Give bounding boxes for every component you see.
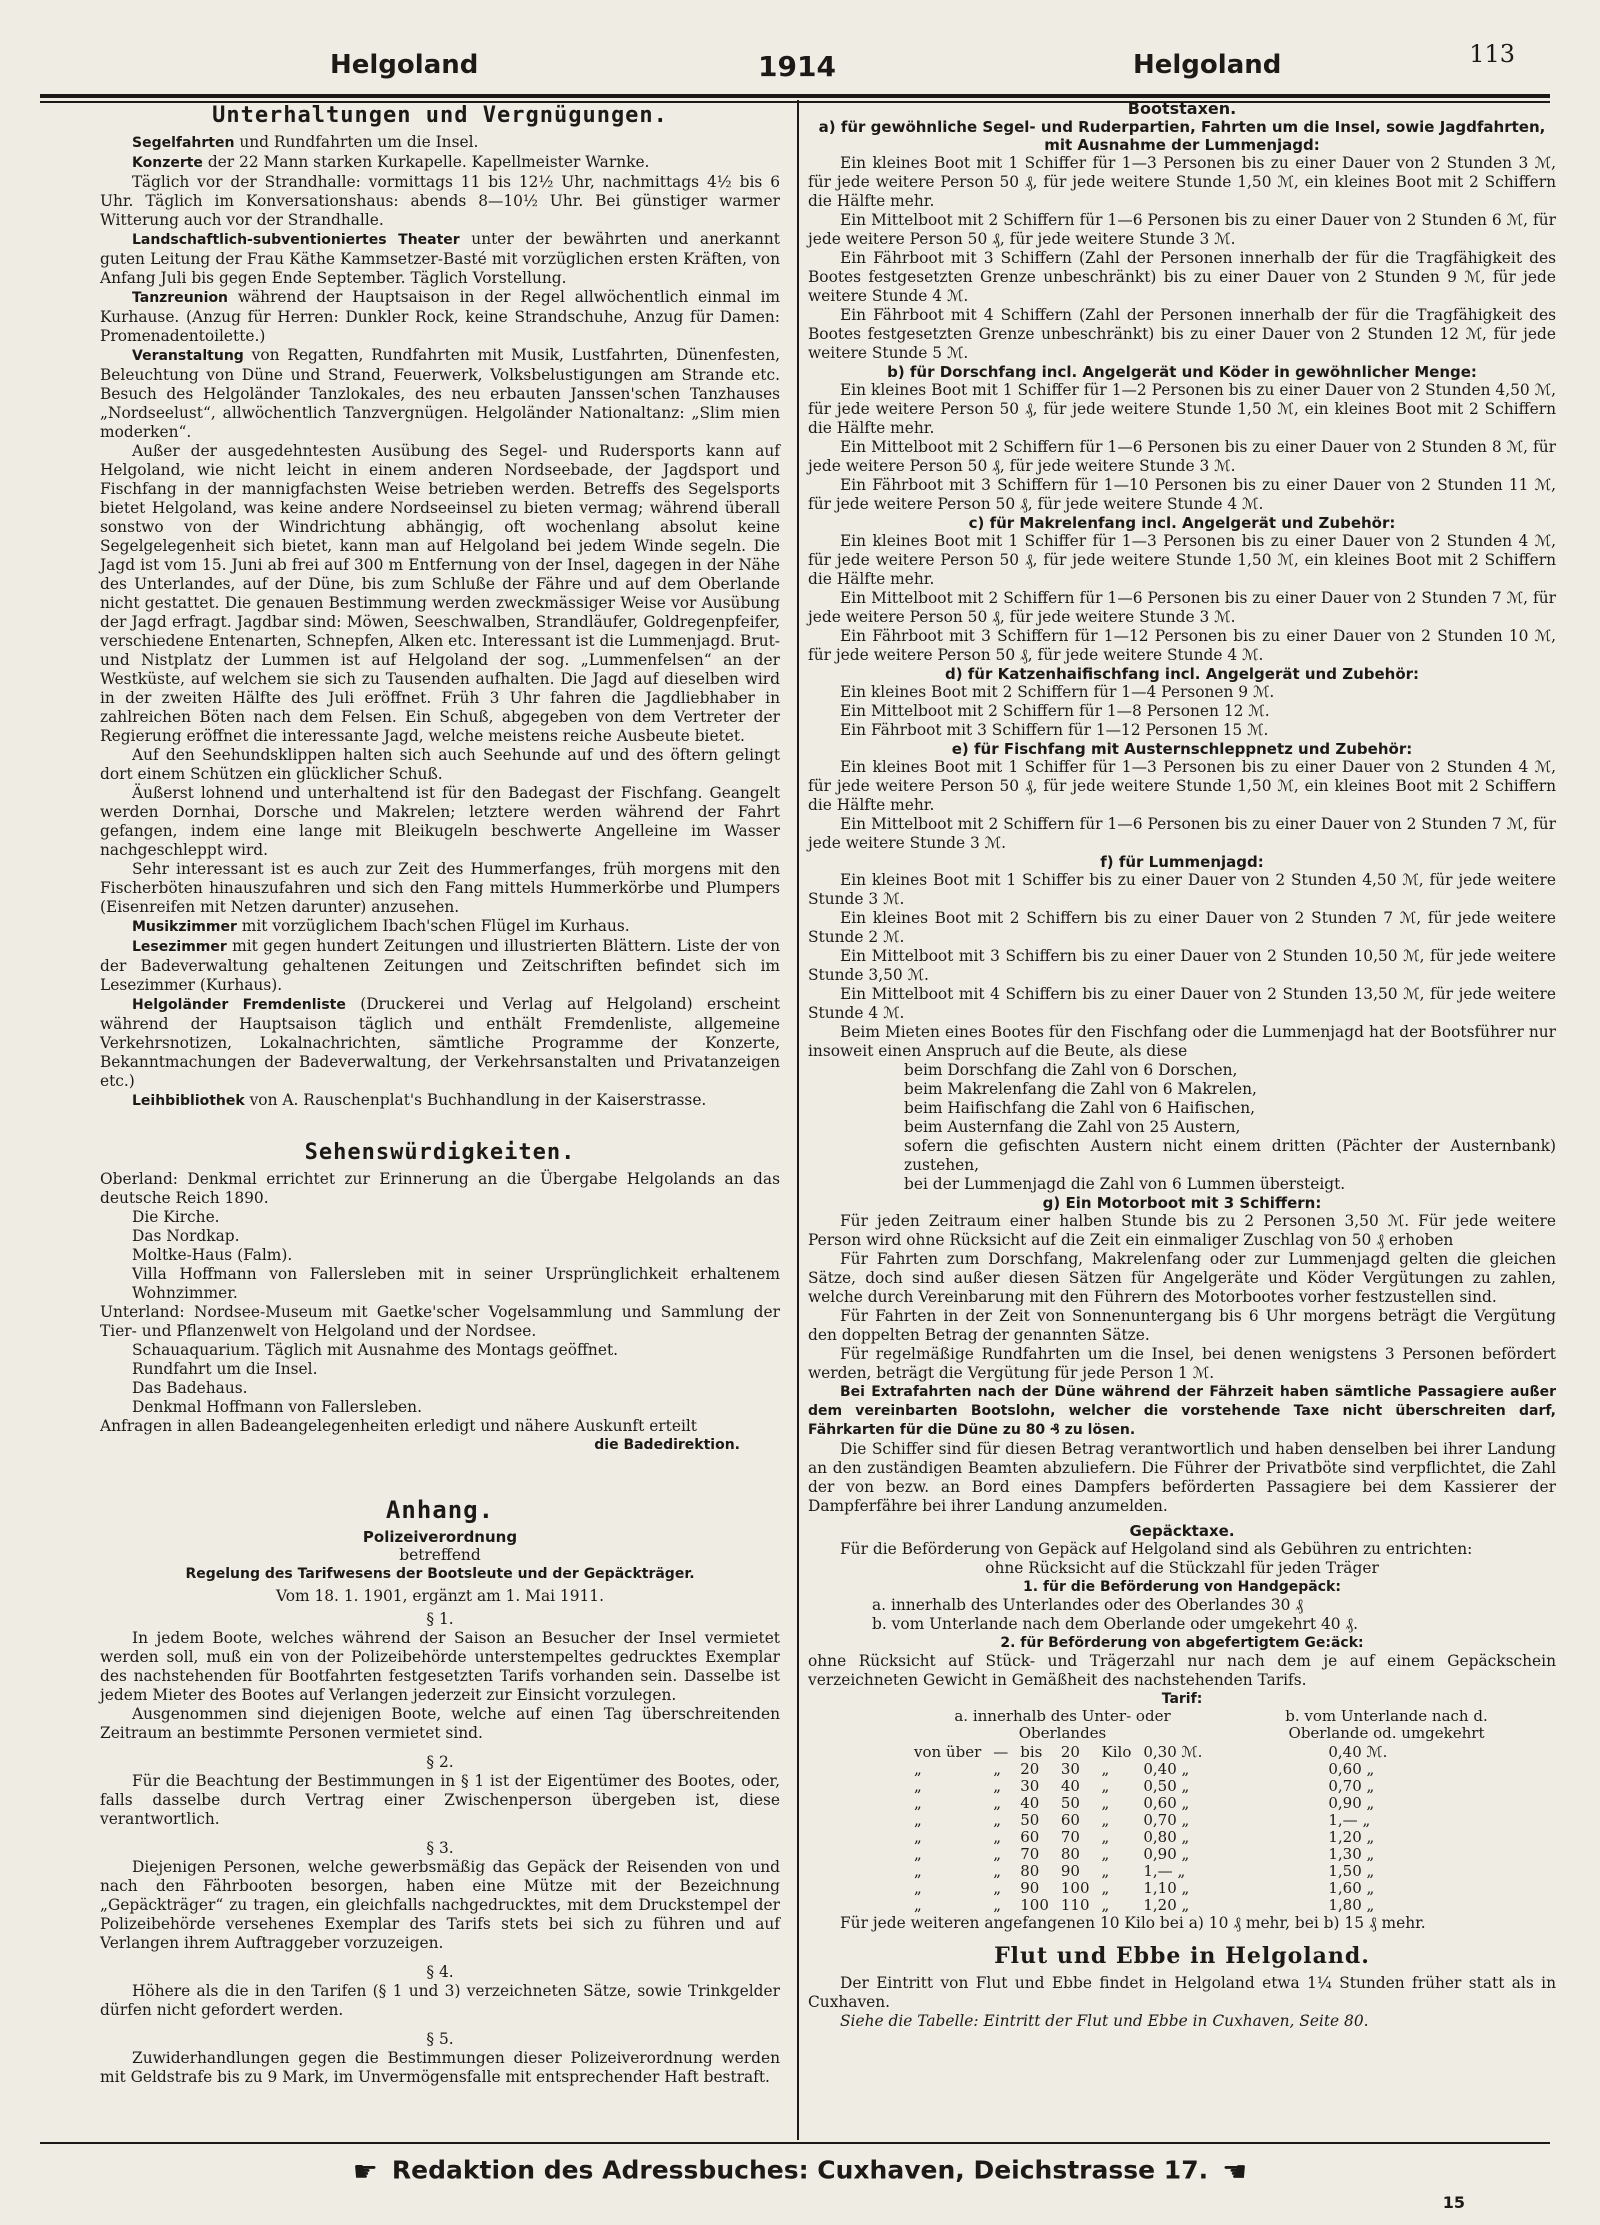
right-column [808, 100, 1556, 2031]
polizeiverordnung-title: Polizeiverordnung [362, 1528, 518, 1546]
tax-paragraph: Ein kleines Boot mit 1 Schiffer für 1—3 Personen bis zu einer Dauer von 2 Stunden 4 ℳ, für jede weitere Person 50 ₰, für jede weitere Stunde 1,50 ℳ, ein kleines Boot mit 2 Schiffern die Hälfte mehr. [808, 532, 1556, 588]
tarif-cell: 60 [1060, 1811, 1080, 1829]
unterhaltung-text: Äußerst lohnend und unterhaltend ist für den Badegast der Fischfang. Geangelt werden Dornhai, Dorsche und Makrelen; letztere werden während der Fahrt gefangen, indem eine lange mit Bleikugeln beschwerte Angelleine im Wasser nachgeschleppt wird. [100, 784, 780, 859]
tarif-cell: 0,90 „ [1143, 1845, 1190, 1863]
tarif-col-b: b. vom Unterlande nach d. Oberlande od. umgekehrt [1285, 1707, 1488, 1742]
unterhaltung-paragraph [100, 860, 780, 917]
betreffend-label: betreffend [399, 1546, 481, 1564]
anhang-sections [100, 1610, 780, 2097]
tarif-cell: „ [1101, 1794, 1110, 1812]
footer-text: Redaktion des Adressbuches: Cuxhaven, Deichstrasse 17. [391, 2155, 1209, 2185]
tarif-cell: 0,40 „ [1143, 1760, 1190, 1778]
tarif-row [908, 1897, 1393, 1914]
tarif-cell: 110 [1060, 1896, 1090, 1914]
tarif-cell: 80 [1060, 1845, 1080, 1863]
unterhaltung-paragraph [100, 153, 780, 173]
tarif-cell: „ [993, 1811, 1002, 1829]
tarif-cell: „ [1101, 1879, 1110, 1897]
pointing-hand-icon: ☛ [352, 2155, 378, 2188]
tarif-cell: Kilo [1101, 1743, 1132, 1761]
tax-paragraph: Ein Mittelboot mit 2 Schiffern für 1—6 Personen bis zu einer Dauer von 2 Stunden 8 ℳ, für jede weitere Person 50 ₰, für jede weitere Stunde 3 ℳ. [808, 438, 1556, 475]
tarif-cell: 1,30 „ [1328, 1845, 1375, 1863]
tarif-col-a: a. innerhalb des Unter- oder Oberlandes [954, 1707, 1171, 1742]
unterhaltung-paragraph [100, 746, 780, 784]
tarif-cell: „ [993, 1896, 1002, 1914]
schiffer-paragraph: Die Schiffer sind für diesen Betrag verantwortlich und haben denselben bei ihrer Landung an den zuständigen Beamten abzuliefern. Die Führer der Privatböte sind verpflichtet, die Zahl der von bezw. an Bord eines Dampfers beförderten Passagiere bei dem Kassierer der Dampferfähre bei ihrer Landung anzumelden. [808, 1440, 1556, 1515]
section-f-title: f) für Lummenjagd: [1100, 853, 1264, 871]
section-f-list [808, 1061, 1556, 1194]
badedirektion-signature: die Badedirektion. [594, 1437, 740, 1453]
tarif-row [908, 1778, 1393, 1795]
flut-ebbe-reference: Siehe die Tabelle: Eintritt der Flut und Ebbe in Cuxhaven, Seite 80. [840, 2012, 1369, 2030]
tarif-cell: 1,20 „ [1328, 1828, 1375, 1846]
tax-paragraph: Ein Fährboot mit 3 Schiffern für 1—12 Personen bis zu einer Dauer von 2 Stunden 10 ℳ, für jede weitere Person 50 ₰, für jede weitere Stunde 4 ℳ. [808, 627, 1556, 664]
tax-paragraph: sofern die gefischten Austern nicht einem dritten (Pächter der Austernbank) zustehen, [904, 1137, 1556, 1174]
unterhaltung-paragraph [100, 133, 780, 153]
sehenswuerdigkeit-item: Das Nordkap. [132, 1227, 240, 1245]
tarif-row [908, 1863, 1393, 1880]
unterhaltung-paragraph [100, 784, 780, 860]
anhang-title: Anhang. [385, 1496, 495, 1524]
tarif-row [908, 1744, 1393, 1761]
tarif-cell: „ [914, 1845, 922, 1863]
unterhaltung-paragraph [100, 173, 780, 230]
tarif-title: Tarif: [1161, 1691, 1203, 1707]
abgefertigt-text: ohne Rücksicht auf Stück- und Trägerzahl nur nach dem je auf einem Gepäckschein verzeichneten Gewicht in Gemäßheit des nachstehenden Tarifs. [808, 1652, 1556, 1689]
tax-paragraph: Für Fahrten in der Zeit von Sonnenuntergang bis 6 Uhr morgens beträgt die Vergütung den doppelten Betrag der genannten Sätze. [808, 1307, 1556, 1344]
section-e-title: e) für Fischfang mit Austernschleppnetz und Zubehör: [951, 740, 1413, 758]
tarif-cell: „ [993, 1760, 1002, 1778]
paragraph-text: Diejenigen Personen, welche gewerbsmäßig das Gepäck der Reisenden von und nach den Fährbooten besorgen, haben eine Mütze mit der Bezeichnung „Gepäckträger“ zu tragen, ein gleichfalls nachgedrucktes, mit dem Druckstempel der Polizeibehörde versehenes Exemplar des Tarifs stets bei sich zu führen und auf Verlangen ihrem Auftraggeber vorzuzeigen. [100, 1858, 780, 1952]
unterhaltung-paragraph [100, 1091, 780, 1111]
unterhaltungen-title: Unterhaltungen und Vergnügungen. [212, 103, 668, 128]
tax-paragraph: Ein Mittelboot mit 3 Schiffern bis zu einer Dauer von 2 Stunden 10,50 ℳ, für jede weitere Stunde 3,50 ℳ. [808, 947, 1556, 984]
tax-paragraph: Ein Mittelboot mit 2 Schiffern für 1—6 Personen bis zu einer Dauer von 2 Stunden 7 ℳ, für jede weitere Person 50 ₰, für jede weitere Stunde 3 ℳ. [808, 589, 1556, 626]
tarif-cell: 80 [1020, 1862, 1040, 1880]
tarif-cell: 70 [1020, 1845, 1040, 1863]
paragraph-number: § 5. [426, 2030, 454, 2048]
tax-paragraph: Ein kleines Boot mit 1 Schiffer bis zu einer Dauer von 2 Stunden 4,50 ℳ, für jede weitere Stunde 3 ℳ. [808, 871, 1556, 908]
tarif-cell: „ [993, 1828, 1002, 1846]
tarif-cell: 90 [1060, 1862, 1080, 1880]
gepaecktaxe-title: Gepäcktaxe. [1129, 1522, 1235, 1540]
paragraph-number: § 1. [426, 1610, 454, 1628]
tarif-cell: 0,60 „ [1143, 1794, 1190, 1812]
header-year: 1914 [758, 50, 836, 83]
section-b-text [808, 381, 1556, 514]
sehenswuerdigkeit-item: Villa Hoffmann von Fallersleben mit in seiner Ursprünglichkeit erhaltenem Wohnzimmer. [132, 1265, 780, 1302]
sehenswuerdigkeit-item: Anfragen in allen Badeangelegenheiten erledigt und nähere Auskunft erteilt [100, 1417, 697, 1435]
tarif-cell: „ [1101, 1845, 1110, 1863]
tarif-cell: 1,50 „ [1328, 1862, 1375, 1880]
tarif-cell: 1,— „ [1328, 1811, 1371, 1829]
paragraph-number: § 2. [426, 1753, 454, 1771]
tarif-cell: „ [1101, 1811, 1110, 1829]
section-d-title: d) für Katzenhaifischfang incl. Angelgerät und Zubehör: [944, 665, 1420, 683]
flut-ebbe-text: Der Eintritt von Flut und Ebbe findet in Helgoland etwa 1¼ Stunden früher statt als in Cuxhaven. [808, 1974, 1556, 2011]
tarif-cell: „ [993, 1777, 1002, 1795]
tarif-cell: 1,60 „ [1328, 1879, 1375, 1897]
tax-paragraph: Für regelmäßige Rundfahrten um die Insel, bei denen wenigstens 3 Personen befördert werden, beträgt die Vergütung für jede Person 1 ℳ. [808, 1345, 1556, 1382]
unterhaltung-heading: Helgoländer Fremdenliste [132, 997, 346, 1013]
unterhaltung-heading: Tanzreunion [132, 290, 229, 306]
unterhaltung-paragraph [100, 346, 780, 442]
tarif-cell: „ [993, 1794, 1002, 1812]
tarif-final: Für jede weiteren angefangenen 10 Kilo bei a) 10 ₰ mehr, bei b) 15 ₰ mehr. [840, 1914, 1426, 1932]
tarif-cell: 0,90 „ [1328, 1794, 1375, 1812]
sehenswuerdigkeit-item: Die Kirche. [132, 1208, 220, 1226]
tarif-cell: „ [914, 1862, 922, 1880]
footer-page-number: 15 [1442, 2193, 1465, 2212]
unterhaltung-heading: Lesezimmer [132, 939, 227, 955]
unterhaltung-paragraph [100, 917, 780, 937]
tarif-column-headers [808, 1708, 1556, 1742]
tarif-row [908, 1812, 1393, 1829]
unterhaltung-paragraph [100, 442, 780, 746]
tax-paragraph: Ein Mittelboot mit 2 Schiffern für 1—6 Personen bis zu einer Dauer von 2 Stunden 6 ℳ, für jede weitere Person 50 ₰, für jede weitere Stunde 3 ℳ. [808, 211, 1556, 248]
section-b-title: b) für Dorschfang incl. Angelgerät und Köder in gewöhnlicher Menge: [887, 363, 1477, 381]
tarif-cell: 20 [1020, 1760, 1040, 1778]
tarif-cell: „ [993, 1879, 1002, 1897]
tarif-cell: 30 [1060, 1760, 1080, 1778]
handgepaeck-b: b. vom Unterlande nach dem Oberlande oder umgekehrt 40 ₰. [872, 1615, 1359, 1633]
tax-paragraph: beim Haifischfang die Zahl von 6 Haifischen, [904, 1099, 1256, 1117]
unterhaltung-heading: Konzerte [132, 155, 203, 171]
tarif-cell: „ [1101, 1777, 1110, 1795]
tax-paragraph: Ein kleines Boot mit 1 Schiffer für 1—3 Personen bis zu einer Dauer von 2 Stunden 3 ℳ, für jede weitere Person 50 ₰, für jede weitere Stunde 1,50 ℳ, ein kleines Boot mit 2 Schiffern die Hälfte mehr. [808, 154, 1556, 210]
unterhaltung-text: (Druckerei und Verlag auf Helgoland) erscheint während der Hauptsaison täglich und enthält Fremdenliste, allgemeine Verkehrsnotizen, Lokalnachrichten, sämtliche Programme der Konzerte, Bekanntmachungen der Badeverwaltung, der Verkehrsanstalten und Privatanzeigen etc.) [100, 995, 780, 1090]
unterhaltung-text: von A. Rauschenplat's Buchhandlung in der Kaiserstrasse. [244, 1091, 707, 1109]
unterhaltung-text: während der Hauptsaison in der Regel allwöchentlich einmal im Kurhause. (Anzug für Herren: Dunkler Rock, keine Strandschuhe, Anzug für Damen: Promenadentoilette.) [100, 288, 780, 345]
footer-rule [40, 2142, 1550, 2144]
tax-paragraph: bei der Lummenjagd die Zahl von 6 Lummen übersteigt. [904, 1175, 1346, 1193]
extrafahrten-notice: Bei Extrafahrten nach der Düne während der Fährzeit haben sämtliche Passagiere außer dem vereinbarten Bootslohn, welcher die vorstehende Taxe nicht überschreiten darf, Fährkarten für die Düne zu 80 ₰ zu lösen. [808, 1384, 1556, 1438]
paragraph-text: Zuwiderhandlungen gegen die Bestimmungen dieser Polizeiverordnung werden mit Geldstrafe bis zu 9 Mark, im Unvermögensfalle mit entsprechender Haft bestraft. [100, 2049, 780, 2086]
header-rule [40, 94, 1550, 98]
tarif-cell: „ [993, 1845, 1002, 1863]
section-g-text [808, 1212, 1556, 1383]
tax-paragraph: Ein Mittelboot mit 4 Schiffern bis zu einer Dauer von 2 Stunden 13,50 ℳ, für jede weitere Stunde 4 ℳ. [808, 985, 1556, 1022]
tax-paragraph: beim Austernfang die Zahl von 25 Austern, [904, 1118, 1241, 1136]
header-page-number: 113 [1469, 40, 1515, 68]
unterhaltung-text: der 22 Mann starken Kurkapelle. Kapellmeister Warnke. [202, 153, 650, 171]
tarif-cell: „ [1101, 1760, 1110, 1778]
unterhaltungen-section [100, 133, 780, 1111]
section-d-text [808, 683, 1556, 740]
tarif-cell: 40 [1020, 1794, 1040, 1812]
unterhaltung-text: Sehr interessant ist es auch zur Zeit des Hummerfanges, früh morgens mit den Fischerböten hinauszufahren und sich den Fang mittels Hummerkörbe und Plumpers (Eisenreifen mit Netzen darunter) anzusehen. [100, 860, 780, 916]
tarif-cell: „ [1101, 1862, 1110, 1880]
tarif-row [908, 1846, 1393, 1863]
tarif-cell: 100 [1020, 1896, 1049, 1914]
tax-paragraph: Für jeden Zeitraum einer halben Stunde bis zu 2 Personen 3,50 ℳ. Für jede weitere Person wird ohne Rücksicht auf die Zeit ein einmaliger Zuschlag von 50 ₰ erhoben [808, 1212, 1556, 1249]
left-column [100, 100, 780, 2097]
sehenswuerdigkeit-item: Moltke-Haus (Falm). [132, 1246, 293, 1264]
tax-paragraph: Ein Fährboot mit 4 Schiffern (Zahl der Personen innerhalb der für die Tragfähigkeit des Bootes festgesetzten Grenze unbeschränkt) bis zu einer Dauer von 2 Stunden 12 ℳ, für jede weitere Stunde 5 ℳ. [808, 306, 1556, 362]
tax-paragraph: Ein Fährboot mit 3 Schiffern (Zahl der Personen innerhalb der für die Tragfähigkeit des Bootes festgesetzten Grenze unbeschränkt) bis zu einer Dauer von 2 Stunden 9 ℳ, für jede weitere Stunde 4 ℳ. [808, 249, 1556, 305]
section-c-title: c) für Makrelenfang incl. Angelgerät und Zubehör: [968, 514, 1396, 532]
tax-paragraph: Ein Fährboot mit 3 Schiffern für 1—12 Personen 15 ℳ. [840, 721, 1269, 739]
tarif-cell: „ [914, 1777, 922, 1795]
tarif-row [908, 1761, 1393, 1778]
tax-paragraph: beim Dorschfang die Zahl von 6 Dorschen, [904, 1061, 1238, 1079]
tarif-cell: 100 [1060, 1879, 1090, 1897]
regelung-title: Regelung des Tarifwesens der Bootsleute und der Gepäckträger. [185, 1566, 695, 1582]
section-a-title: a) für gewöhnliche Segel- und Ruderpartien, Fahrten um die Insel, sowie Jagdfahrten, mit Ausnahme der Lummenjagd: [818, 118, 1546, 154]
tarif-cell: 50 [1020, 1811, 1040, 1829]
tarif-cell: „ [914, 1879, 922, 1897]
tarif-cell: 0,60 „ [1328, 1760, 1375, 1778]
tarif-cell: — [993, 1743, 1009, 1761]
bootstaxen-title: Bootstaxen. [1127, 99, 1237, 118]
tarif-cell: 50 [1060, 1794, 1080, 1812]
tarif-cell: „ [993, 1862, 1002, 1880]
unterhaltung-text: und Rundfahrten um die Insel. [234, 133, 479, 151]
header-left-title: Helgoland [330, 50, 479, 80]
unterhaltung-paragraph [100, 937, 780, 995]
gepaeck-ohne: ohne Rücksicht auf die Stückzahl für jeden Träger [985, 1559, 1379, 1577]
tax-paragraph: Ein kleines Boot mit 2 Schiffern bis zu einer Dauer von 2 Stunden 7 ℳ, für jede weitere Stunde 2 ℳ. [808, 909, 1556, 946]
handgepaeck-title: 1. für die Beförderung von Handgepäck: [1023, 1579, 1341, 1595]
tarif-cell: 1,80 „ [1328, 1896, 1375, 1914]
tax-paragraph: Für Fahrten zum Dorschfang, Makrelenfang oder zur Lummenjagd gelten die gleichen Sätze, doch sind außer diesen Sätzen für Angelgeräte und Köder Vergütungen zu zahlen, welche durch Vereinbarung mit den Führern des Motorbootes vorher festzustellen sind. [808, 1250, 1556, 1306]
paragraph-text: Für die Beachtung der Bestimmungen in § 1 ist der Eigentümer des Bootes, oder, falls dasselbe durch Vertrag einer Zwischenperson übergeben ist, diese verantwortlich. [100, 1772, 780, 1828]
tarif-cell: „ [1101, 1896, 1110, 1914]
flut-ebbe-title: Flut und Ebbe in Helgoland. [994, 1943, 1370, 1969]
gepaeck-intro: Für die Beförderung von Gepäck auf Helgoland sind als Gebühren zu entrichten: [840, 1540, 1473, 1558]
tax-paragraph: Ein kleines Boot mit 1 Schiffer für 1—2 Personen bis zu einer Dauer von 2 Stunden 4,50 ℳ, für jede weitere Person 50 ₰, für jede weitere Stunde 1,50 ℳ, ein kleines Boot mit 2 Schiffern die Hälfte mehr. [808, 381, 1556, 437]
tax-paragraph: Ein kleines Boot mit 2 Schiffern für 1—4 Personen 9 ℳ. [840, 683, 1275, 701]
tarif-cell: 90 [1020, 1879, 1040, 1897]
unterhaltung-heading: Musikzimmer [132, 919, 237, 935]
tarif-cell: „ [914, 1828, 922, 1846]
tax-paragraph: Ein kleines Boot mit 1 Schiffer für 1—3 Personen bis zu einer Dauer von 2 Stunden 4 ℳ, für jede weitere Person 50 ₰, für jede weitere Stunde 1,50 ℳ, ein kleines Boot mit 2 Schiffern die Hälfte mehr. [808, 758, 1556, 814]
unterhaltung-text: Täglich vor der Strandhalle: vormittags 11 bis 12½ Uhr, nachmittags 4½ bis 6 Uhr. Täglich im Konversationshaus: abends 8—10½ Uhr. Bei günstiger warmer Witterung auch vor der Strandhalle. [100, 173, 780, 229]
unterhaltung-heading: Leihbibliothek [132, 1093, 245, 1109]
tarif-cell: „ [914, 1760, 922, 1778]
tax-paragraph: Ein Fährboot mit 3 Schiffern für 1—10 Personen bis zu einer Dauer von 2 Stunden 11 ℳ, für jede weitere Person 50 ₰, für jede weitere Stunde 4 ℳ. [808, 476, 1556, 513]
unterhaltung-text: unter der bewährten und anerkannt guten Leitung der Frau Käthe Kammsetzer-Basté mit vorzüglichen ersten Kräften, von Anfang Juli bis gegen Ende September. Täglich Vorstellung. [100, 230, 780, 287]
unterhaltung-paragraph [100, 288, 780, 346]
page-header [30, 40, 1570, 90]
verordnung-date: Vom 18. 1. 1901, ergänzt am 1. Mai 1911. [276, 1587, 604, 1605]
sehenswuerdigkeit-item: Rundfahrt um die Insel. [132, 1360, 318, 1378]
unterhaltung-heading: Veranstaltung [132, 348, 244, 364]
tax-paragraph: Ein Mittelboot mit 2 Schiffern für 1—6 Personen bis zu einer Dauer von 2 Stunden 7 ℳ, für jede weitere Stunde 3 ℳ. [808, 815, 1556, 852]
tarif-cell: 60 [1020, 1828, 1040, 1846]
tax-paragraph: Beim Mieten eines Bootes für den Fischfang oder die Lummenjagd hat der Bootsführer nur insoweit einen Anspruch auf die Beute, als diese [808, 1023, 1556, 1060]
pointing-hand-left-icon: ☚ [1222, 2155, 1248, 2188]
paragraph-text: Ausgenommen sind diejenigen Boote, welche auf einen Tag überschreitenden Zeitraum an bestimmte Personen vermietet sind. [100, 1705, 780, 1742]
unterhaltung-text: mit vorzüglichem Ibach'schen Flügel im Kurhaus. [236, 917, 630, 935]
unterhaltung-text: von Regatten, Rundfahrten mit Musik, Lustfahrten, Dünenfesten, Beleuchtung von Düne und Strand, Feuerwerk, Volksbelustigungen am Strande etc. Besuch des Helgoländer Tanzlokales, des neu erbauten Janssen'schen Tanzhauses „Nordseelust“, allwöchentlich Tanzvergnügen. Helgoländer Nationaltanz: „Slim mien moderken“. [100, 346, 780, 441]
tarif-cell: 0,70 „ [1328, 1777, 1375, 1795]
tarif-cell: 0,40 ℳ. [1328, 1743, 1388, 1761]
tarif-cell: 1,20 „ [1143, 1896, 1190, 1914]
footer [0, 2155, 1600, 2188]
tarif-cell: 1,— „ [1143, 1862, 1186, 1880]
tarif-table [908, 1744, 1393, 1914]
sehenswuerdigkeiten-title: Sehenswürdigkeiten. [304, 1140, 576, 1165]
tarif-cell: 40 [1060, 1777, 1080, 1795]
unterhaltung-heading: Landschaftlich-subventioniertes Theater [132, 232, 460, 248]
unterhaltung-paragraph [100, 995, 780, 1091]
tarif-cell: 30 [1020, 1777, 1040, 1795]
sehenswuerdigkeit-item: Das Badehaus. [132, 1379, 248, 1397]
sehenswuerdigkeit-item: Schauaquarium. Täglich mit Ausnahme des Montags geöffnet. [132, 1341, 619, 1359]
tarif-cell: 0,30 ℳ. [1143, 1743, 1203, 1761]
tarif-cell: „ [914, 1794, 922, 1812]
paragraph-number: § 3. [426, 1839, 454, 1857]
tarif-cell: 0,80 „ [1143, 1828, 1190, 1846]
section-f-text [808, 871, 1556, 1061]
unterhaltung-text: Auf den Seehundsklippen halten sich auch Seehunde auf und des öftern gelingt dort einem Schützen ein glücklicher Schuß. [100, 746, 780, 783]
paragraph-number: § 4. [426, 1963, 454, 1981]
tarif-cell: 0,50 „ [1143, 1777, 1190, 1795]
section-g-title: g) Ein Motorboot mit 3 Schiffern: [1042, 1194, 1322, 1212]
tarif-cell: 70 [1060, 1828, 1080, 1846]
unterhaltung-text: mit gegen hundert Zeitungen und illustrierten Blättern. Liste der von der Badeverwaltung gehaltenen Zeitungen und Zeitschriften befindet sich im Lesezimmer (Kurhaus). [100, 937, 780, 994]
tarif-cell: 20 [1060, 1743, 1080, 1761]
column-divider [797, 100, 799, 2140]
tarif-cell: bis [1020, 1743, 1043, 1761]
unterhaltung-text: Außer der ausgedehntesten Ausübung des Segel- und Rudersports kann auf Helgoland, wie nicht leicht in einem anderen Nordseebade, der Jagdsport und Fischfang in der mannigfachsten Weise betrieben werden. Betreffs des Segelsports bietet Helgoland, was keine andere Nordseeinsel zu bieten vermag; während überall sonstwo von der Windrichtung abhängig, oft wochenlang absolut keine Segelgelegenheit sich bietet, kann man auf Helgoland bei jedem Winde segeln. Die Jagd ist vom 15. Juni ab frei auf 300 m Entfernung von der Insel, dagegen in der Nähe des Unterlandes, auf der Düne, bis zum Schluße der Fähre und auf dem Oberlande nicht gestattet. Die genauen Bestimmung werden zweckmässiger Weise vor Ausübung der Jagd erfragt. Jagdbar sind: Möwen, Seeschwalben, Strandläufer, Goldregenpfeifer, verschiedene Entenarten, Schnepfen, Alken etc. Interessant ist die Lummenjagd. Brut- und Nistplatz der Lummen ist auf Helgoland der sog. „Lummenfelsen“ an der Westküste, auf welchem sie sich zu Tausenden aufhalten. Die Jagd auf dieselben wird in der zweiten Hälfte des Juli eröffnet. Früh 3 Uhr fahren die Jagdliebhaber in zahlreichen Böten nach dem Felsen. Ein Schuß, abgegeben von dem Vertreter der Regierung eröffnet die interessante Jagd, welche meistens reiche Ausbeute bietet. [100, 442, 780, 745]
sehenswuerdigkeiten-section [100, 1170, 780, 1436]
tarif-cell: „ [914, 1896, 922, 1914]
tarif-cell: „ [914, 1811, 922, 1829]
unterhaltung-heading: Segelfahrten [132, 135, 235, 151]
sehenswuerdigkeit-item: Denkmal Hoffmann von Fallersleben. [132, 1398, 422, 1416]
abgefertigt-title: 2. für Beförderung von abgefertigtem Ge:äck: [1000, 1635, 1364, 1651]
tax-paragraph: Ein Mittelboot mit 2 Schiffern für 1—8 Personen 12 ℳ. [840, 702, 1270, 720]
tax-paragraph: beim Makrelenfang die Zahl von 6 Makrelen, [904, 1080, 1257, 1098]
tarif-row [908, 1795, 1393, 1812]
tarif-cell: 1,10 „ [1143, 1879, 1190, 1897]
paragraph-text: Höhere als die in den Tarifen (§ 1 und 3) verzeichneten Sätze, sowie Trinkgelder dürfen nicht gefordert werden. [100, 1982, 780, 2019]
sehenswuerdigkeit-item: Unterland: Nordsee-Museum mit Gaetke'scher Vogelsammlung und Sammlung der Tier- und Pflanzenwelt von Helgoland und der Nordsee. [100, 1303, 780, 1340]
tarif-cell: 0,70 „ [1143, 1811, 1190, 1829]
header-right-title: Helgoland [1133, 50, 1282, 80]
sehenswuerdigkeit-item: Oberland: Denkmal errichtet zur Erinnerung an die Übergabe Helgolands an das deutsche Reich 1890. [100, 1170, 780, 1207]
tarif-row [908, 1880, 1393, 1897]
section-c-text [808, 532, 1556, 665]
unterhaltung-paragraph [100, 230, 780, 288]
section-e-text [808, 758, 1556, 853]
paragraph-text: In jedem Boote, welches während der Saison an Besucher der Insel vermietet werden soll, muß ein von der Polizeibehörde unterstempeltes gedrucktes Exemplar des nachstehenden für Bootfahrten festgesetzten Tarifs vorhanden sein. Dasselbe ist jedem Mieter des Bootes auf Verlangen jederzeit zur Einsicht vorzulegen. [100, 1629, 780, 1704]
tarif-row [908, 1829, 1393, 1846]
handgepaeck-a: a. innerhalb des Unterlandes oder des Oberlandes 30 ₰ [872, 1596, 1304, 1614]
tarif-cell: von über [914, 1743, 982, 1761]
tarif-cell: „ [1101, 1828, 1110, 1846]
section-a-text [808, 154, 1556, 363]
